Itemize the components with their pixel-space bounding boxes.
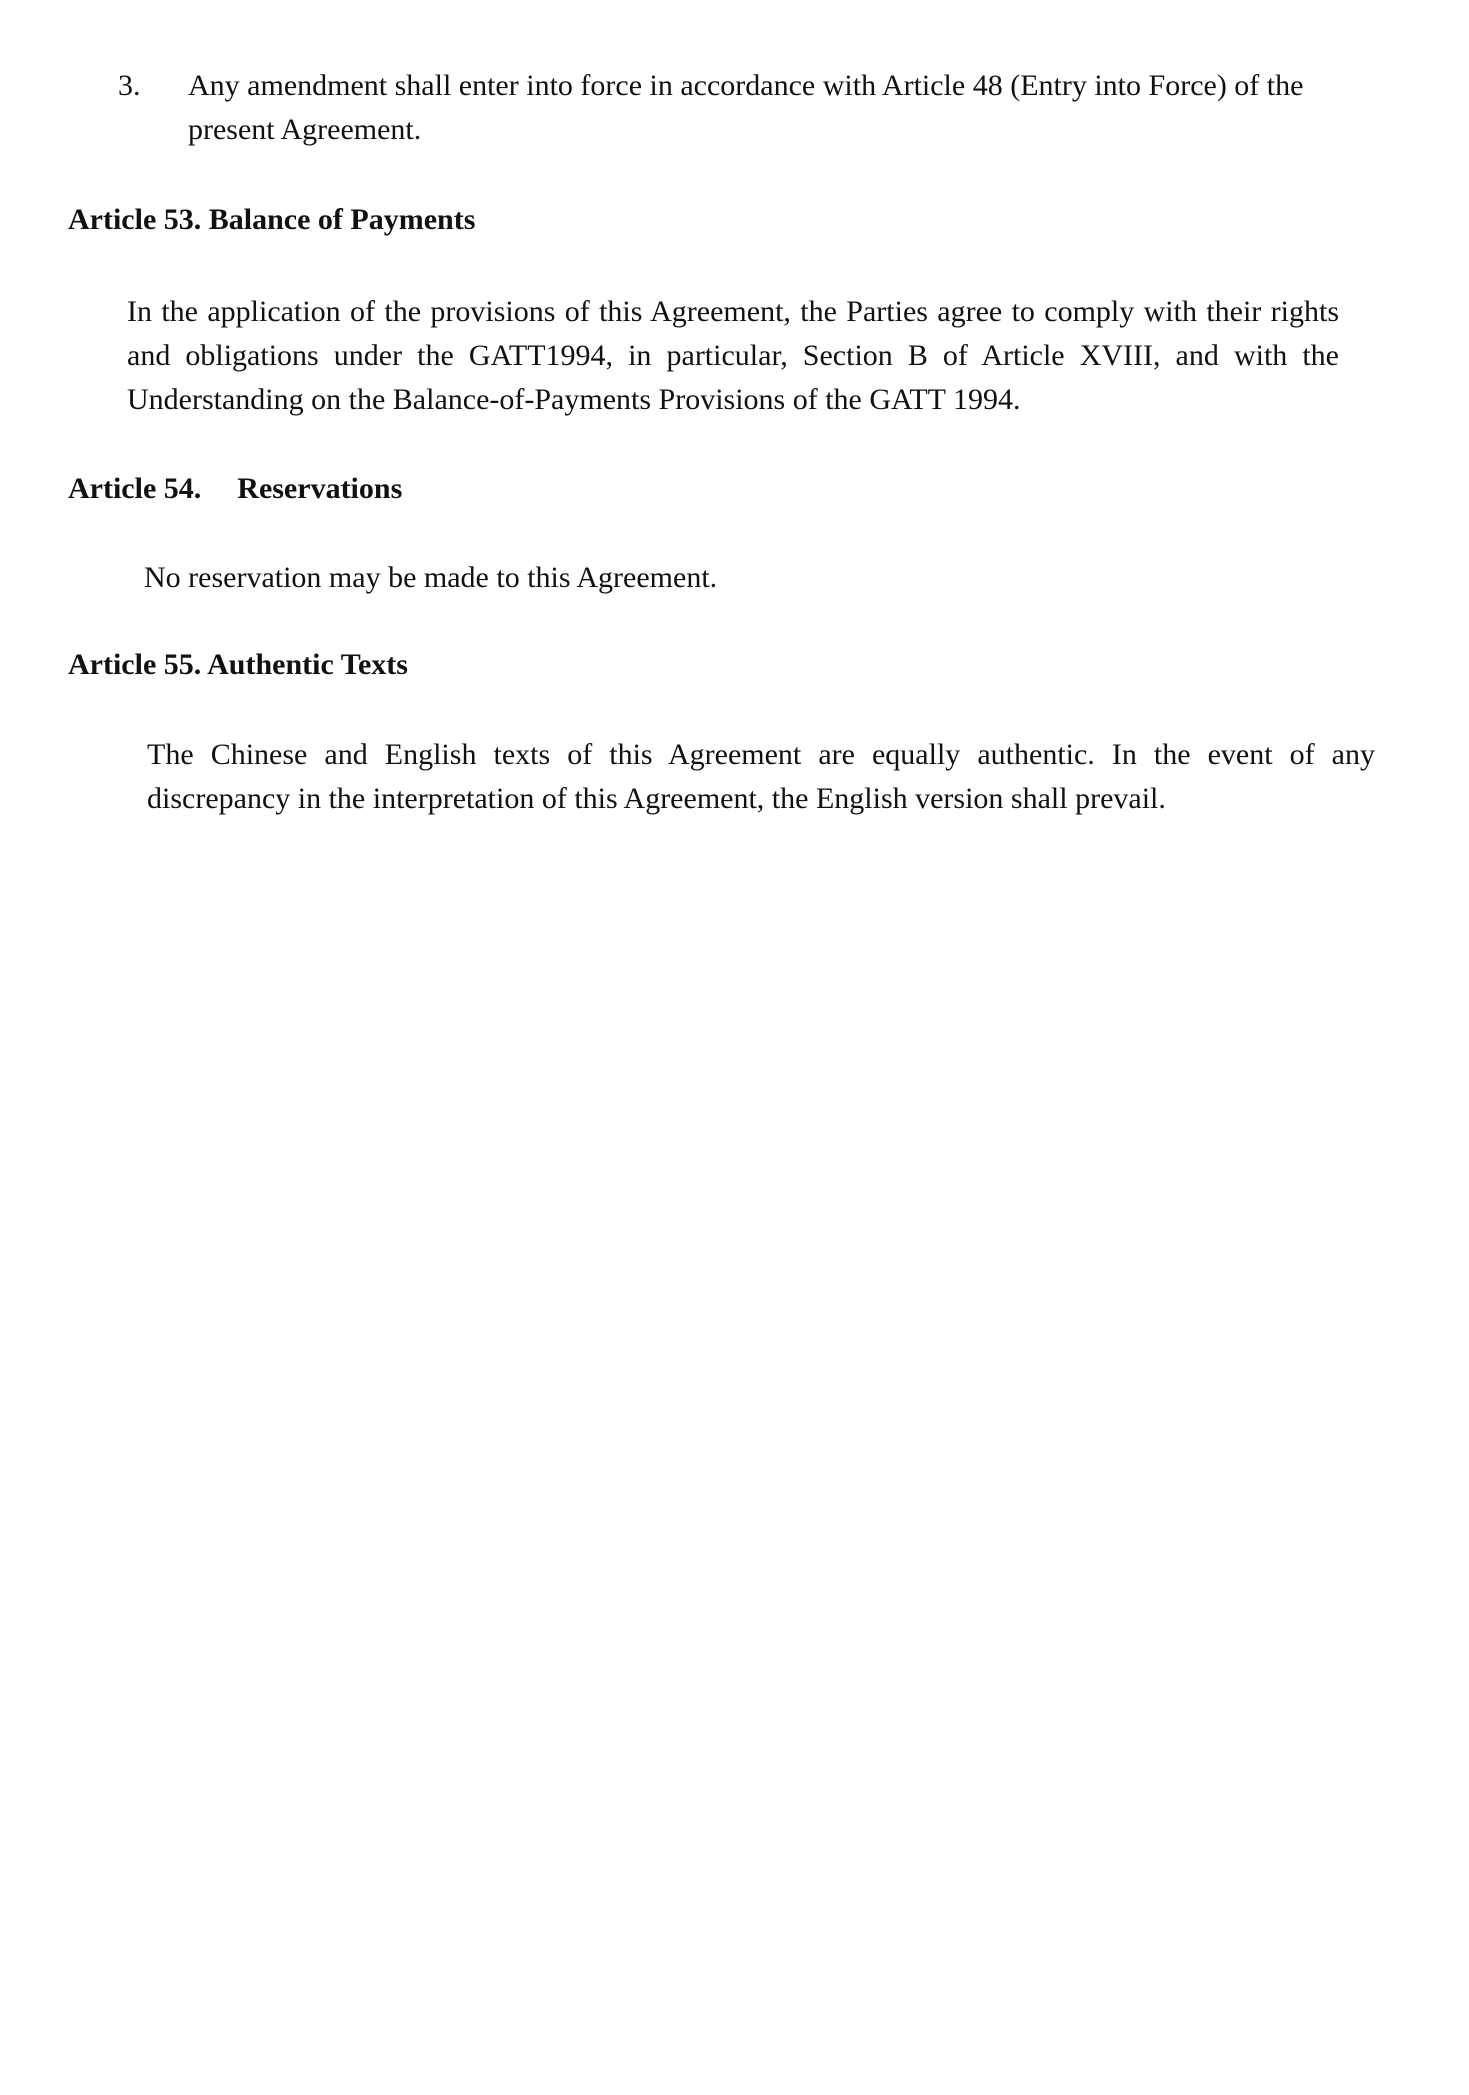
article-54-number: Article 54.	[68, 472, 202, 505]
article-54-title: Reservations	[237, 472, 403, 505]
list-number: 3.	[118, 69, 141, 102]
article-53-body: In the application of the provisions of this Agreement, the Parties agree to comply with their rights and obligations under the GATT1994, in particular, Section B of Article XVIII, and with the Understanding on the Balance-of-Payments Provisions of the GATT 1994.	[127, 295, 1339, 416]
article-53-heading: Article 53. Balance of Payments	[68, 203, 476, 236]
article-55-heading: Article 55. Authentic Texts	[68, 648, 408, 681]
article-54-heading	[68, 469, 402, 509]
article-54-body: No reservation may be made to this Agreement.	[144, 561, 718, 594]
article-55-body: The Chinese and English texts of this Agreement are equally authentic. In the event of any discrepancy in the interpretation of this Agreement, the English version shall prevail.	[147, 738, 1375, 815]
list-text: Any amendment shall enter into force in accordance with Article 48 (Entry into Force) of the present Agreement.	[188, 69, 1304, 146]
